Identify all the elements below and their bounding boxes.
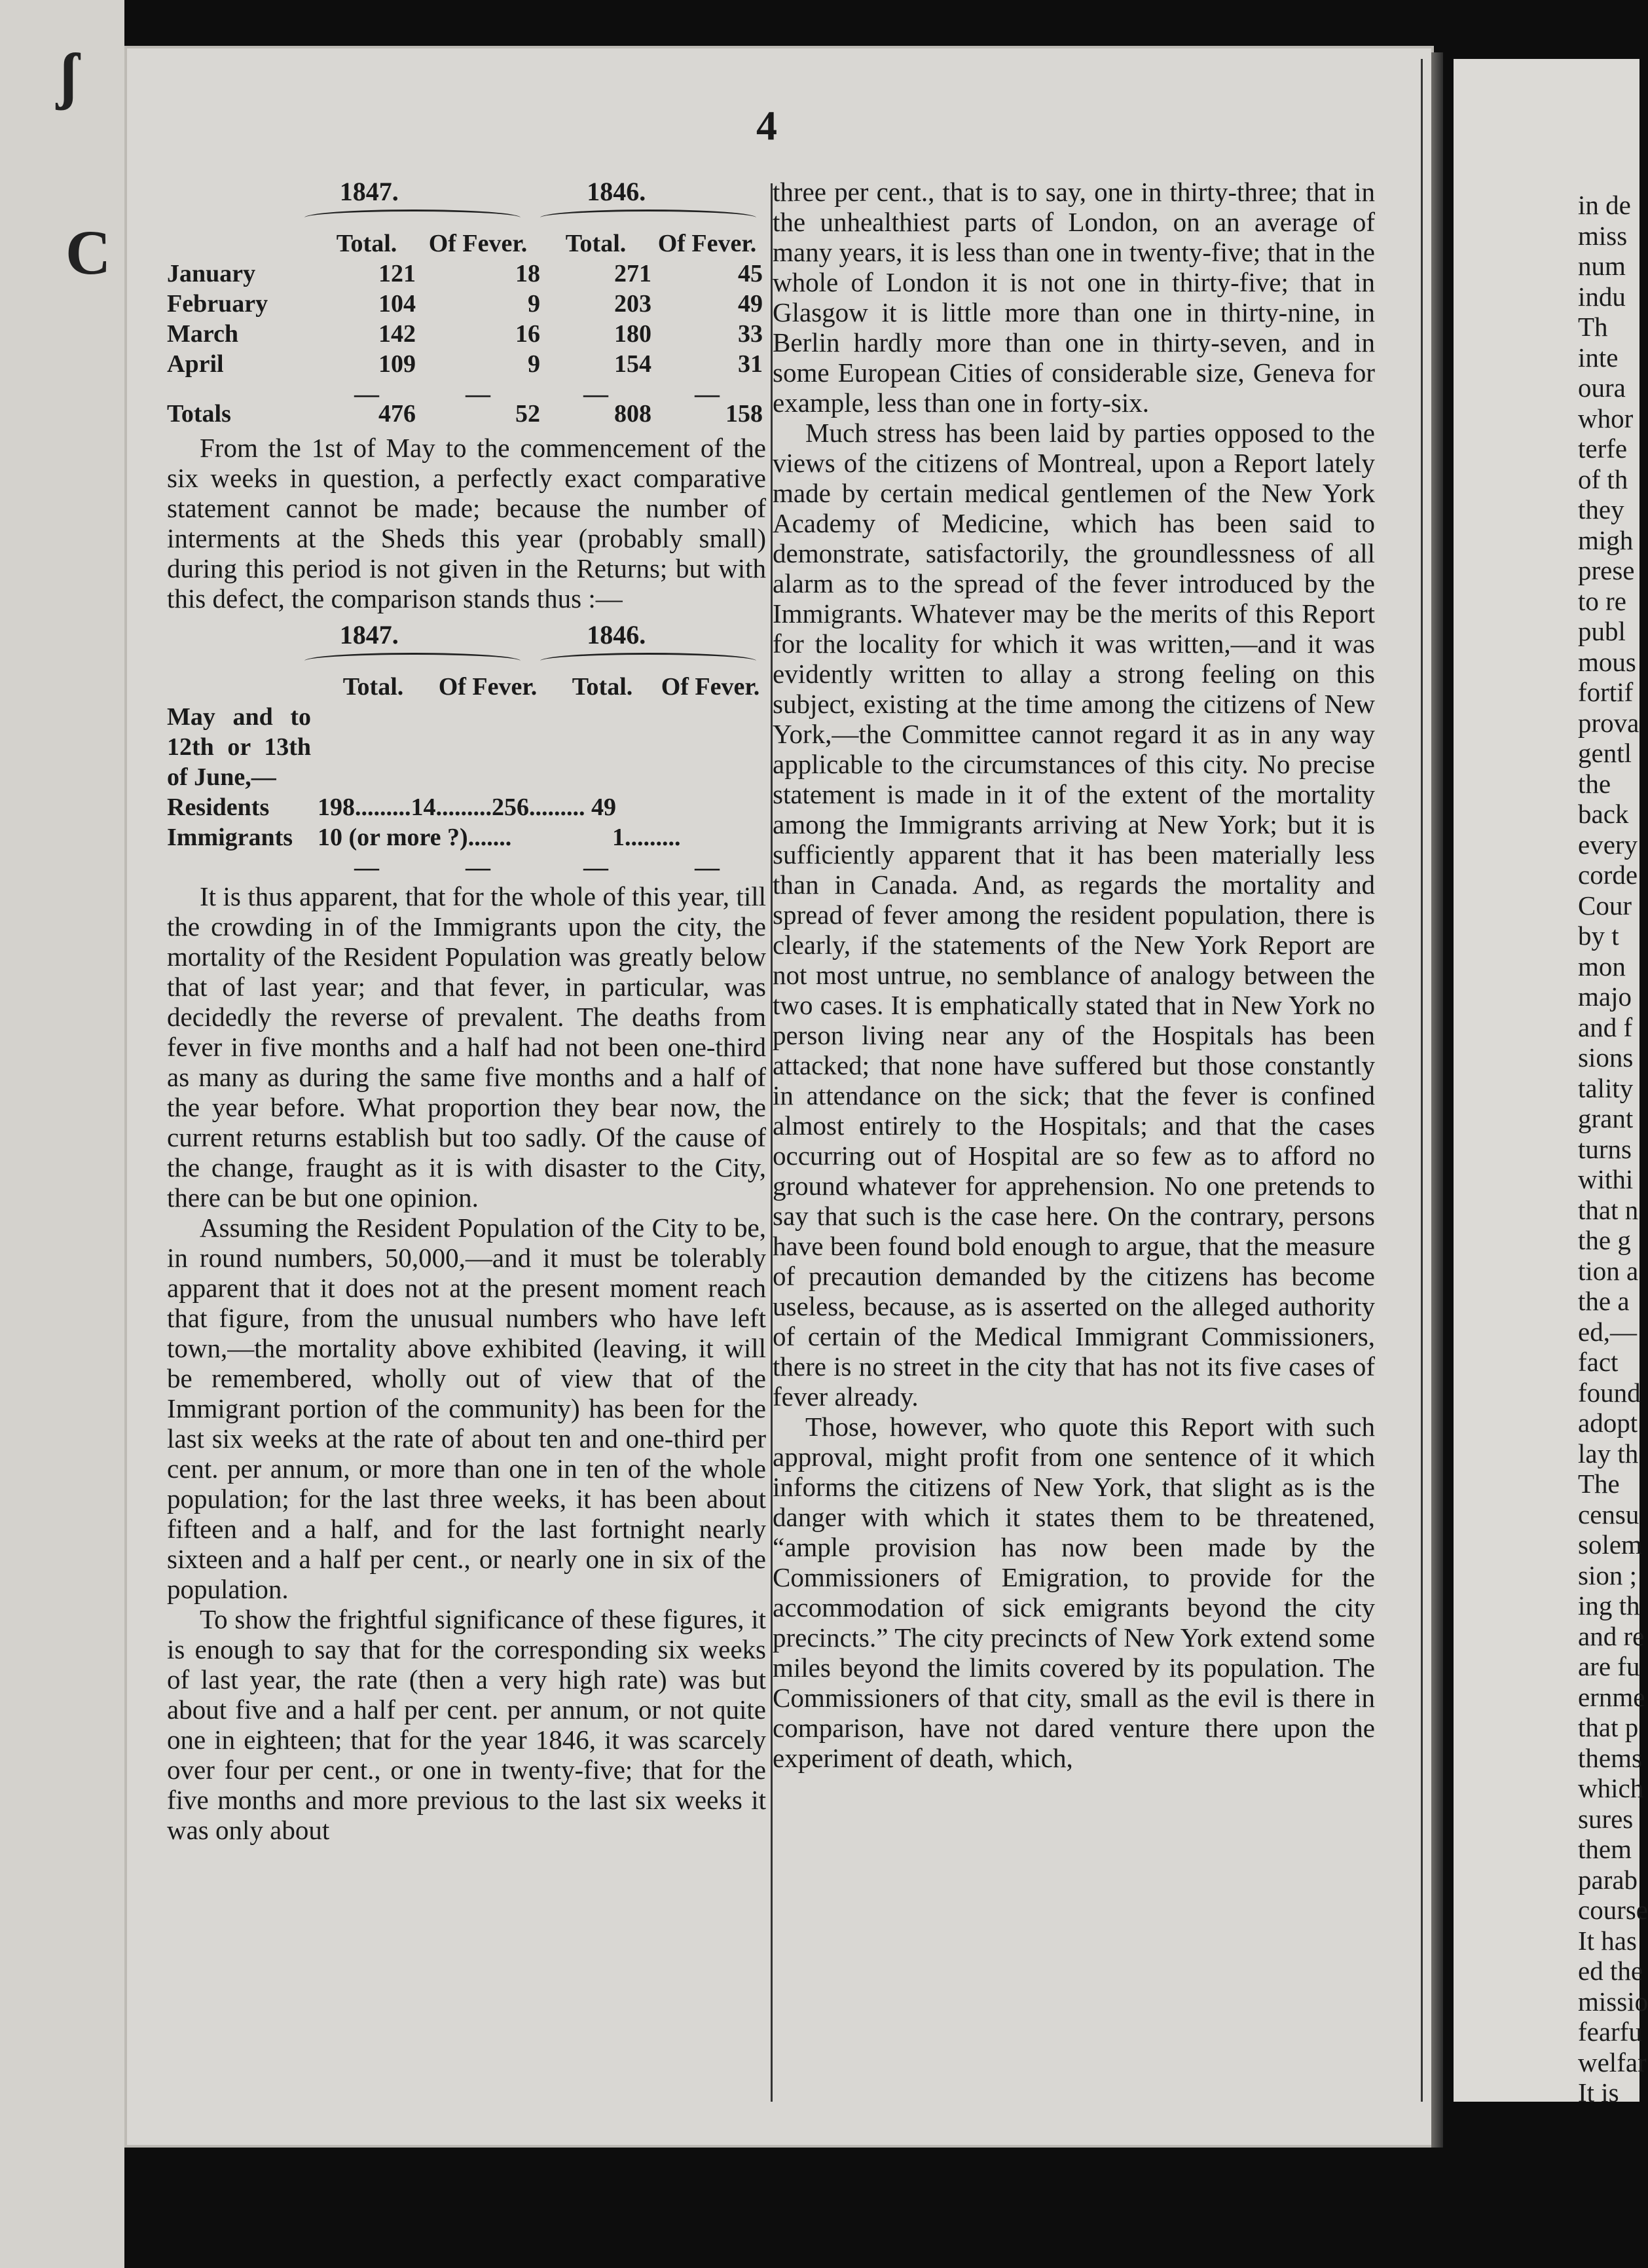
- left-column: [167, 177, 766, 1845]
- adjacent-page-fragment: adopt: [1578, 1408, 1638, 1438]
- adjacent-page-fragment: the g: [1578, 1225, 1631, 1255]
- adjacent-page-fragment: inte: [1578, 342, 1619, 373]
- header-of-fever: Of Fever.: [657, 230, 757, 257]
- table-row: February 104 9 203 49: [167, 290, 763, 318]
- table-header-row: [167, 229, 766, 259]
- adjacent-page-fragment: Cour: [1578, 890, 1632, 921]
- adjacent-page-fragment: every: [1578, 829, 1638, 860]
- adjacent-page-fragment: turns: [1578, 1133, 1632, 1164]
- paragraph: To show the frightful significance of these figures, it is enough to say that for the corresponding six weeks of last year, the rate (then a very high rate) was but about five and a half per cent. per annum, or not quite one in eighteen; that for the year 1846, it was scarcely over four per cent., or one in twenty-five; that for the five months and more previous to the last six weeks it was only about: [167, 1604, 766, 1845]
- adjacent-page-fragment: they: [1578, 494, 1624, 524]
- adjacent-page: [1454, 59, 1648, 2108]
- adjacent-page-fragment: that n: [1578, 1194, 1639, 1225]
- adjacent-page-fragment: in de: [1578, 190, 1631, 220]
- header-total: Total.: [565, 230, 627, 257]
- adjacent-page-fragment: thems: [1578, 1742, 1642, 1773]
- table-rule: — — — —: [354, 854, 720, 881]
- table-row: January 121 18 271 45: [167, 260, 763, 287]
- adjacent-page-fragment: the a: [1578, 1286, 1630, 1316]
- paragraph: Assuming the Resident Population of the City to be, in round numbers, 50,000,—and it must be tolerably apparent that it does not at the present moment reach that figure, from the unusual numbers who have left town,—the mortality above exhibited (leaving, it will be remembered, wholly out of view that of the Immigrant portion of the community) has been for the last six weeks at the rate of about ten and one-third per cent. per annum, or more than one in ten of the whole population; for the last three weeks, it has been about fifteen and a half, and for the last fortnight nearly sixteen and a half per cent., or nearly one in six of the population.: [167, 1213, 766, 1604]
- page-fold: [1431, 52, 1443, 2148]
- adjacent-page-fragment: whor: [1578, 403, 1634, 433]
- adjacent-page-fragment: sion ;: [1578, 1560, 1637, 1590]
- adjacent-page-fragment: back: [1578, 799, 1629, 829]
- adjacent-page-fragment: ernme: [1578, 1681, 1645, 1712]
- adjacent-page-fragment: missio: [1578, 1986, 1648, 2017]
- adjacent-page-fragment: tality: [1578, 1072, 1634, 1103]
- adjacent-page-fragment: parab: [1578, 1864, 1638, 1895]
- adjacent-page-fragment: gentl: [1578, 738, 1632, 768]
- table-header-row: Total. Of Fever. Total. Of Fever.: [342, 673, 760, 701]
- adjacent-page-fragment: fact: [1578, 1347, 1619, 1377]
- table-row: March 142 16 180 33: [167, 320, 763, 348]
- adjacent-page-fragment: num: [1578, 251, 1626, 281]
- adjacent-page-fragment: by t: [1578, 921, 1619, 951]
- brace: [540, 210, 756, 226]
- adjacent-page-fragment: publ: [1578, 616, 1626, 646]
- brace: [304, 210, 521, 226]
- adjacent-page-fragment: are fu: [1578, 1651, 1640, 1681]
- table-row: Immigrants 10 (or more ?)....... 1.........: [167, 824, 681, 851]
- adjacent-page-fragment: migh: [1578, 524, 1634, 555]
- adjacent-page-fragment: oura: [1578, 373, 1626, 403]
- adjacent-page-fragment: prese: [1578, 555, 1635, 585]
- adjacent-page-fragment: welfar: [1578, 2047, 1647, 2077]
- adjacent-page-fragment: It is: [1578, 2077, 1619, 2108]
- table-years: [167, 177, 766, 207]
- adjacent-page-fragment: sures: [1578, 1803, 1634, 1834]
- page-border-line: [1421, 59, 1423, 2102]
- year-1846: 1846.: [587, 177, 646, 206]
- adjacent-page-fragment: indu: [1578, 281, 1626, 312]
- adjacent-page-fragment: ed the: [1578, 1956, 1643, 1986]
- table-years: 1847. 1846.: [339, 620, 646, 649]
- adjacent-page-fragment: mon: [1578, 951, 1626, 981]
- adjacent-page-fragment: of th: [1578, 464, 1628, 494]
- adjacent-page-fragment: prova: [1578, 707, 1639, 738]
- page-number: 4: [756, 102, 777, 149]
- paragraph: From the 1st of May to the commencement of the six weeks in question, a perfectly exact comparative statement cannot be made; because the number of interments at the Sheds this year (probably small) during this period is not given in the Returns; but with this defect, the comparison stands thus :—: [167, 433, 766, 613]
- adjacent-page-fragment: which: [1578, 1773, 1644, 1803]
- paragraph: It is thus apparent, that for the whole of this year, till the crowding in of the Immigrants upon the city, the mortality of the Resident Population was greatly below that of last year; and that fever, in particular, was decidedly the reverse of prevalent. The deaths from fever in five months and a half had not been one-third as many as during the same five months and a half of the year before. What proportion they bear now, the current returns establish but too sadly. Of the cause of the change, fraught as it is with disaster to the City, there can be but one opinion.: [167, 881, 766, 1213]
- margin-mark: C: [65, 217, 111, 287]
- adjacent-page-fragment: course: [1578, 1895, 1648, 1925]
- adjacent-page-fragment: mous: [1578, 646, 1636, 677]
- adjacent-page-fragment: censu: [1578, 1499, 1639, 1529]
- table-braces: [167, 207, 766, 229]
- adjacent-page-fragment: the: [1578, 768, 1611, 799]
- adjacent-page-fragment: withi: [1578, 1164, 1634, 1194]
- adjacent-page-fragment: corde: [1578, 860, 1638, 890]
- adjacent-page-fragment: and re: [1578, 1620, 1645, 1651]
- left-page-edge: [0, 0, 124, 2268]
- adjacent-page-fragment: miss: [1578, 220, 1628, 251]
- header-of-fever: Of Fever.: [428, 230, 528, 257]
- year-1847: 1847.: [339, 177, 399, 206]
- paragraph: Much stress has been laid by parties opposed to the views of the citizens of Montreal, upon a Report lately made by certain medical gentlemen of the New York Academy of Medicine, which has been said to demonstrate, satisfactorily, the groundlessness of all alarm as to the spread of the fever introduced by the Immigrants. Whatever may be the merits of this Report for the locality for which it was written,—and it was evidently written to allay a strong feeling on this subject, existing at the time among the citizens of New York,—the Committee cannot regard it as in any way applicable to the circumstances of this city. No precise statement is made in it of the extent of the mortality among the Immigrants arriving at New York; but it is sufficiently apparent that it has been materially less than in Canada. And, as regards the mortality and spread of fever among the resident population, there is clearly, if the statements of the New York Report are not most untrue, no semblance of analogy between the two cases. It is emphatically stated that in New York no person living near any of the Hospitals has been attacked; that none have suffered but those constantly in attendance on the sick; that the fever is confined almost entirely to the Hospitals; and that the cases occurring out of Hospital are so few as to afford no ground whatever for apprehension. No one pretends to say that such is the case here. On the contrary, persons have been found bold enough to argue, that the measure of precaution demanded by the citizens has become useless, because, as is asserted on the alleged authority of certain of the Medical Immigrant Commissioners, there is no street in the city that has not its five cases of fever already.: [773, 418, 1375, 1412]
- adjacent-page-fragment: that p: [1578, 1712, 1639, 1742]
- adjacent-page-fragment: grant: [1578, 1103, 1634, 1133]
- adjacent-page-fragment: and f: [1578, 1012, 1633, 1042]
- paragraph: Those, however, who quote this Report with such approval, might profit from one sentence of it which informs the citizens of New York, that slight as is the danger with which it states them to be threatened, “ample provision has now been made by the Commissioners of Emigration, to provide for the accommodation of sick emigrants beyond the city precincts.” The city precincts of New York extend some miles beyond the limits covered by its population. The Commissioners of that city, small as the evil is there in comparison, have not dared venture there upon the experiment of death, which,: [773, 1412, 1375, 1773]
- adjacent-page-fragment: The: [1578, 1469, 1620, 1499]
- adjacent-page-fragment: It has: [1578, 1925, 1637, 1956]
- adjacent-page-fragment: solem: [1578, 1529, 1642, 1560]
- mortality-table-monthly: [167, 177, 766, 429]
- adjacent-page-fragment: found: [1578, 1377, 1641, 1408]
- adjacent-page-fragment: terfe: [1578, 433, 1628, 464]
- adjacent-page-fragment: to re: [1578, 585, 1626, 616]
- adjacent-page-fragment: fearfu: [1578, 2017, 1642, 2047]
- brace: [304, 653, 521, 669]
- table-totals-row: Totals 476 52 808 158: [167, 400, 763, 428]
- mortality-table-may-june: [167, 620, 766, 881]
- adjacent-page-fragment: tion a: [1578, 1255, 1639, 1286]
- brace: [540, 653, 756, 669]
- table-row: April 109 9 154 31: [167, 350, 763, 378]
- adjacent-page-fragment: fortif: [1578, 677, 1634, 707]
- adjacent-page-fragment: sions: [1578, 1042, 1634, 1072]
- adjacent-page-fragment: ed,—: [1578, 1316, 1637, 1347]
- paragraph: three per cent., that is to say, one in thirty-three; that in the unhealthiest parts of London, on an average of many years, it is less than one in twenty-five; that in the whole of London it is not one in thirty-five; that in Glasgow it is little more than one in thirty-nine, in Berlin hardly more than one in thirty-seven, and in some European Cities of considerable size, Geneva for example, less than one in forty-six.: [773, 177, 1375, 418]
- margin-mark: ʃ: [59, 41, 79, 111]
- adjacent-page-fragment: lay th: [1578, 1438, 1639, 1469]
- header-total: Total.: [336, 230, 397, 257]
- right-column: [773, 177, 1375, 1773]
- period-label: May and to 12th or 13th of June,—: [167, 703, 311, 791]
- table-row: Residents 198.........14.........256......... 49: [167, 794, 616, 821]
- adjacent-page-fragment: majo: [1578, 981, 1632, 1012]
- table-braces: [167, 650, 766, 672]
- adjacent-page-fragment: them: [1578, 1834, 1632, 1864]
- adjacent-page-fragment: ing th: [1578, 1590, 1640, 1620]
- table-rule: — — — —: [354, 380, 720, 408]
- adjacent-page-fragment: Th: [1578, 312, 1608, 342]
